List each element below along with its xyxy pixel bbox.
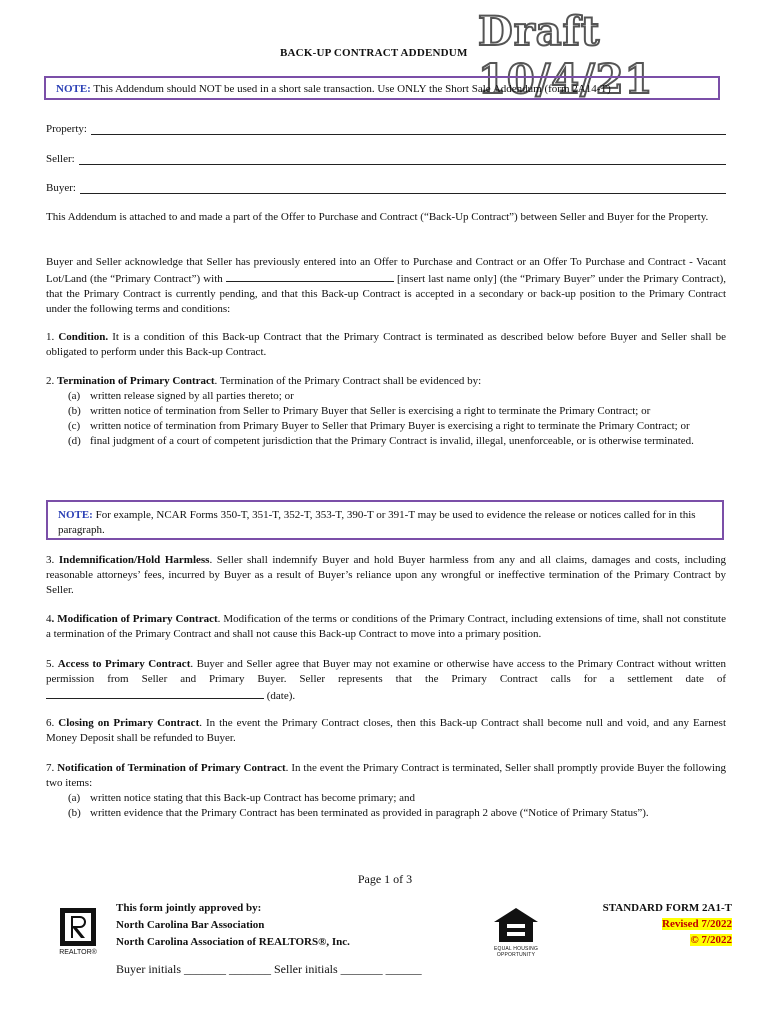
- list-item: [46, 791, 726, 806]
- revised-date: Revised 7/2022: [662, 918, 732, 930]
- section-text: . Modification of the terms or conditions of the Primary Contract, including extensions of time, shall not constitute a termination of the Primary Contract and shall not cause this Back-up Contract to move into a primary position.: [46, 613, 726, 640]
- section-indemnification: [46, 553, 726, 598]
- section-heading: Indemnification/Hold Harmless: [58, 554, 210, 566]
- list-item: [46, 389, 726, 404]
- equal-housing-logo: [490, 906, 542, 958]
- buyer-label: Buyer:: [46, 182, 76, 194]
- approval-line-3: North Carolina Association of REALTORS®, Inc.: [116, 936, 350, 948]
- draft-stamp: Draft 10/4/21: [478, 8, 654, 103]
- property-label: Property:: [46, 123, 87, 135]
- section-number: 7.: [46, 762, 58, 774]
- seller-label: Seller:: [46, 153, 75, 165]
- section-number: 2.: [46, 375, 57, 387]
- termination-list: [46, 389, 726, 449]
- initials-line[interactable]: Buyer initials _______ _______ Seller initials _______ ______: [116, 962, 422, 976]
- note-ncar-forms: [46, 500, 724, 540]
- note-text: This Addendum should NOT be used in a short sale transaction. Use ONLY the Short Sale Addendum (form 2A14-T): [90, 83, 611, 95]
- note-label: NOTE:: [56, 83, 91, 95]
- note-text: For example, NCAR Forms 350-T, 351-T, 352-T, 353-T, 390-T or 391-T may be used to evidence the release or notices called for in this paragraph.: [58, 509, 696, 536]
- buyer-field[interactable]: [46, 181, 726, 196]
- property-line[interactable]: [91, 122, 726, 135]
- intro-paragraph-1: This Addendum is attached to and made a part of the Offer to Purchase and Contract (“Back-Up Contract”) between Seller and Buyer for the Property.: [46, 211, 709, 223]
- section-number: 3.: [46, 554, 59, 566]
- note-label: NOTE:: [58, 509, 93, 521]
- list-item: [46, 806, 726, 821]
- section-closing: [46, 716, 726, 746]
- section-text: It is a condition of this Back-up Contract that the Primary Contract is terminated as described below before Buyer and Seller shall be obligated to perform under this Back-up Contract.: [46, 331, 727, 358]
- realtor-logo-text: REALTOR®: [59, 949, 97, 956]
- section-heading: Termination of Primary Contract: [57, 375, 215, 387]
- section-heading: . Modification of Primary Contract: [51, 613, 218, 625]
- section-heading: Notification of Termination of Primary Contract: [57, 762, 286, 774]
- list-item: [46, 419, 726, 434]
- primary-buyer-name-blank[interactable]: [226, 270, 394, 282]
- intro-p2-end: [insert last name only] (the “Primary Buyer” under the Primary Contract), that the Primary Contract is currently pending, and that this Back-up Contract is accepted in a secondary or back-up position to the Primary Contract under the following terms and conditions:: [46, 273, 726, 315]
- list-item-text: written evidence that the Primary Contract has been terminated as provided in paragraph 2 above (“Notice of Primary Status”).: [90, 807, 649, 819]
- seller-field[interactable]: [46, 152, 726, 167]
- list-item-text: written release signed by all parties thereto; or: [90, 390, 294, 402]
- section-heading: Access to Primary Contract: [57, 658, 191, 670]
- equal-housing-text: EQUAL HOUSING OPPORTUNITY: [493, 946, 539, 958]
- list-marker: (a): [68, 390, 81, 402]
- buyer-line[interactable]: [80, 181, 726, 194]
- list-item-text: written notice of termination from Seller to Primary Buyer that Seller is exercising a right to terminate the Primary Contract; or: [90, 405, 651, 417]
- intro-p2-start: Buyer and Seller acknowledge that Seller has previously entered into an Offer to Purchase and Contract or an Offer To Purchase and Contract - Vacant Lot/Land (the “Primary Contract”) with: [46, 256, 726, 285]
- section-termination: [46, 374, 726, 449]
- page-number: Page 1 of 3: [357, 872, 413, 886]
- approval-block: [116, 900, 350, 951]
- section-text: . In the event the Primary Contract closes, then this Back-up Contract shall become null and void, and any Earnest Money Deposit shall be refunded to Buyer.: [46, 717, 727, 744]
- section-modification: [46, 612, 726, 642]
- section-text: . Termination of the Primary Contract shall be evidenced by:: [214, 375, 482, 387]
- section-condition: [46, 330, 726, 360]
- section-text: . Seller shall indemnify Buyer and hold Buyer harmless from any and all claims, damages and costs, including reasonable attorneys’ fees, incurred by Buyer as a result of Buyer’s reliance upon any wrongful or ineffective termination of the Primary Contract by Seller.: [46, 554, 727, 596]
- list-item-text: written notice stating that this Back-up Contract has become primary; and: [90, 792, 416, 804]
- section-text: . Buyer and Seller agree that Buyer may not examine or otherwise have access to the Primary Contract without written permission from Seller and Primary Buyer. Seller represents that the Primary Contract calls for a settlement date of: [46, 658, 727, 685]
- section-number: 1.: [46, 331, 59, 343]
- section-heading: Condition.: [58, 331, 109, 343]
- list-marker: (c): [68, 420, 81, 432]
- list-marker: (a): [68, 792, 81, 804]
- list-marker: (b): [68, 807, 81, 819]
- section-tail: (date).: [264, 690, 296, 702]
- list-marker: (b): [68, 405, 81, 417]
- approval-line-1: This form jointly approved by:: [116, 902, 262, 914]
- section-text: . In the event the Primary Contract is terminated, Seller shall promptly provide Buyer the following two items:: [46, 762, 727, 789]
- document-title: BACK-UP CONTRACT ADDENDUM: [280, 47, 468, 59]
- list-marker: (d): [68, 435, 81, 447]
- form-id-block: [560, 900, 732, 948]
- notification-list: [46, 791, 726, 821]
- section-number: 5.: [46, 658, 58, 670]
- section-heading: Closing on Primary Contract: [58, 717, 200, 729]
- list-item: [46, 434, 726, 449]
- list-item-text: written notice of termination from Primary Buyer to Seller that Primary Buyer is exercising a right to terminate the Primary Contract; or: [90, 420, 690, 432]
- copyright: © 7/2022: [690, 934, 732, 946]
- settlement-date-blank[interactable]: [46, 687, 264, 699]
- equal-housing-house-icon: [490, 906, 542, 946]
- note-short-sale: [44, 76, 720, 100]
- intro-paragraph-2: [46, 255, 726, 317]
- form-name: STANDARD FORM 2A1-T: [602, 902, 732, 914]
- realtor-logo: [54, 906, 102, 958]
- section-number: 4: [46, 613, 52, 625]
- section-number: 6.: [46, 717, 59, 729]
- list-item-text: final judgment of a court of competent jurisdiction that the Primary Contract is invalid, illegal, unenforceable, or is otherwise terminated.: [90, 435, 694, 447]
- section-access: [46, 657, 726, 704]
- property-field[interactable]: [46, 122, 726, 137]
- list-item: [46, 404, 726, 419]
- section-notification: [46, 761, 726, 821]
- seller-line[interactable]: [79, 152, 726, 165]
- approval-line-2: North Carolina Bar Association: [116, 919, 265, 931]
